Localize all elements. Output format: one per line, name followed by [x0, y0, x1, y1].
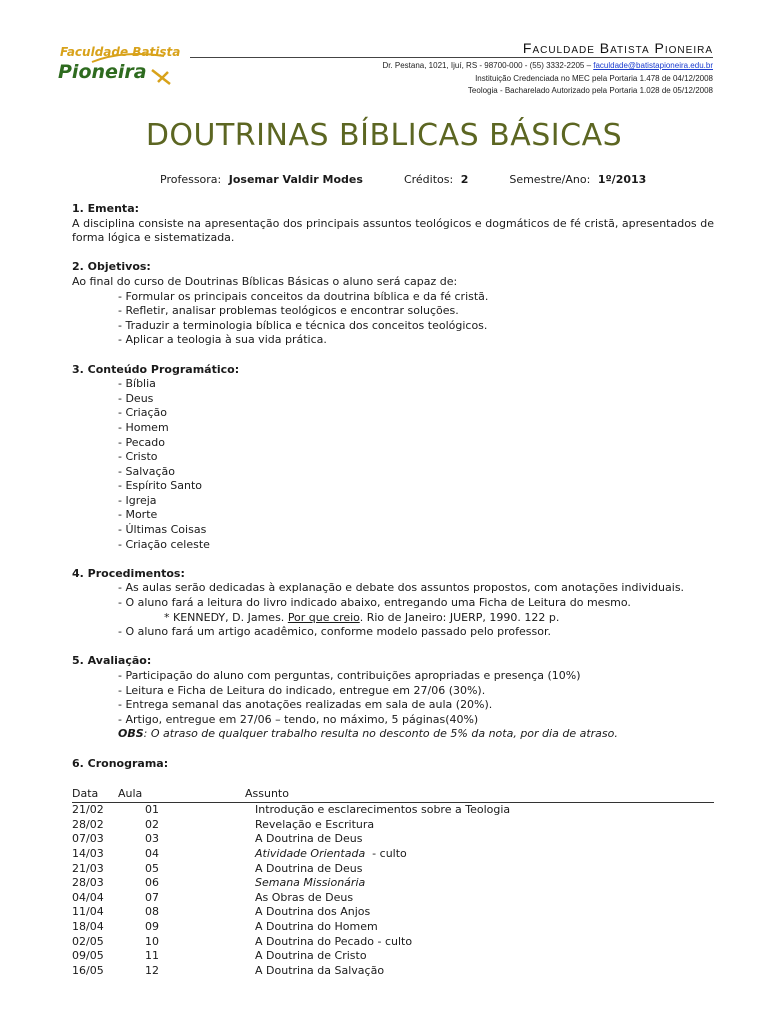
procedimento-item: - O aluno fará a leitura do livro indicado abaixo, entregando uma Ficha de Leitura do mesmo.	[118, 596, 631, 610]
logo-line1: Faculdade Batista	[60, 45, 181, 59]
row-assunto: Atividade Orientada - culto	[255, 846, 407, 860]
logo-line2: Pioneira	[58, 61, 147, 83]
row-assunto: As Obras de Deus	[255, 890, 354, 904]
row-date: 11/04	[72, 905, 104, 919]
conteudo-item: - Últimas Coisas	[118, 523, 207, 537]
table-row	[72, 949, 714, 964]
table-row	[72, 935, 714, 950]
conteudo-item: - Igreja	[118, 493, 157, 507]
row-assunto: A Doutrina da Salvação	[255, 963, 385, 977]
row-date: 21/03	[72, 861, 104, 875]
row-assunto: Introdução e esclarecimentos sobre a Teologia	[255, 803, 511, 817]
avaliacao-title: 5. Avaliação:	[72, 654, 152, 668]
row-aula: 06	[145, 876, 159, 890]
table-row	[72, 847, 714, 862]
conteudo-item: - Bíblia	[118, 377, 156, 391]
conteudo-item: - Criação celeste	[118, 537, 210, 551]
table-row	[72, 862, 714, 877]
row-assunto: A Doutrina do Homem	[255, 919, 378, 933]
row-aula: 03	[145, 832, 159, 846]
avaliacao-item: - Entrega semanal das anotações realizadas em sala de aula (20%).	[118, 698, 493, 712]
cronograma-title: 6. Cronograma:	[72, 756, 169, 770]
row-date: 18/04	[72, 919, 104, 933]
document-body	[72, 202, 714, 978]
header-divider	[190, 57, 713, 58]
avaliacao-item: - Artigo, entregue em 27/06 – tendo, no máximo, 5 páginas(40%)	[118, 712, 479, 726]
row-date: 16/05	[72, 963, 104, 977]
conteudo-item: - Espírito Santo	[118, 479, 203, 493]
reference-author: * KENNEDY, D. James.	[164, 610, 288, 624]
cronograma-table	[72, 787, 714, 978]
accreditation-line: Instituição Credenciada no MEC pela Portaria 1.478 de 04/12/2008	[475, 74, 713, 83]
row-aula: 05	[145, 861, 159, 875]
row-aula: 10	[145, 934, 159, 948]
procedimento-item: - O aluno fará um artigo acadêmico, conforme modelo passado pelo professor.	[118, 625, 551, 639]
professor-name: Josemar Valdir Modes	[228, 173, 363, 186]
avaliacao-item: - Leitura e Ficha de Leitura do indicado, entregue em 27/06 (30%).	[118, 683, 486, 697]
row-date: 09/05	[72, 949, 104, 963]
conteudo-item: - Cristo	[118, 450, 158, 464]
semester-label: Semestre/Ano:	[509, 173, 594, 186]
credits-value: 2	[460, 173, 469, 186]
conteudo-item: - Morte	[118, 508, 158, 522]
objetivo-item: - Formular os principais conceitos da doutrina bíblica e da fé cristã.	[118, 289, 489, 303]
objetivos-title: 2. Objetivos:	[72, 260, 151, 274]
table-row	[72, 905, 714, 920]
row-date: 21/02	[72, 803, 104, 817]
objetivo-item: - Refletir, analisar problemas teológicos e encontrar soluções.	[118, 304, 459, 318]
row-aula: 12	[145, 963, 159, 977]
row-aula: 07	[145, 890, 159, 904]
course-meta	[160, 173, 646, 186]
row-date: 28/02	[72, 817, 104, 831]
faculdade-logo	[52, 40, 182, 90]
reference-book-title: Por que creio	[287, 610, 360, 624]
address-text: Dr. Pestana, 1021, Ijuí, RS - 98700-000 - (55) 3332-2205 –	[382, 61, 594, 70]
conteudo-item: - Pecado	[118, 435, 165, 449]
professor-label: Professora:	[160, 173, 225, 186]
avaliacao-item: - Participação do aluno com perguntas, contribuições apropriadas e presença (10%)	[118, 669, 581, 682]
obs-text: : O atraso de qualquer trabalho resulta no desconto de 5% da nota, por dia de atraso.	[143, 727, 618, 741]
header-assunto: Assunto	[245, 787, 714, 803]
email-link[interactable]: faculdade@batistapioneira.edu.br	[593, 61, 713, 70]
institution-name: Faculdade Batista Pioneira	[522, 40, 713, 56]
procedimentos-title: 4. Procedimentos:	[72, 566, 185, 580]
row-aula: 04	[145, 846, 159, 860]
semester-value: 1º/2013	[597, 173, 647, 186]
objetivo-item: - Aplicar a teologia à sua vida prática.	[118, 333, 327, 347]
obs-label: OBS	[118, 727, 144, 741]
row-date: 07/03	[72, 832, 104, 846]
header-aula: Aula	[118, 787, 245, 803]
ementa-title: 1. Ementa:	[72, 202, 140, 215]
reference-publisher: . Rio de Janeiro: JUERP, 1990. 122 p.	[359, 610, 560, 624]
book-reference	[72, 611, 714, 626]
objetivos-intro: Ao final do curso de Doutrinas Bíblicas Básicas o aluno será capaz de:	[72, 274, 458, 288]
row-aula: 02	[145, 817, 159, 831]
procedimento-item: - As aulas serão dedicadas à explanação e debate dos assuntos propostos, com anotações individuais.	[118, 581, 685, 595]
document-title: DOUTRINAS BÍBLICAS BÁSICAS	[145, 118, 623, 153]
conteudo-item: - Deus	[118, 391, 154, 405]
row-assunto: Semana Missionária	[255, 876, 366, 890]
row-assunto: A Doutrina do Pecado - culto	[255, 934, 413, 948]
row-assunto: Revelação e Escritura	[255, 817, 375, 831]
row-aula: 09	[145, 919, 159, 933]
conteudo-item: - Criação	[118, 406, 167, 420]
row-assunto: A Doutrina de Deus	[255, 861, 363, 875]
table-row	[72, 891, 714, 906]
objetivo-item: - Traduzir a terminologia bíblica e técnica dos conceitos teológicos.	[118, 318, 488, 332]
conteudo-title: 3. Conteúdo Programático:	[72, 362, 240, 376]
row-aula: 01	[145, 803, 159, 817]
table-header-row	[72, 787, 714, 803]
table-row	[72, 832, 714, 847]
table-row	[72, 803, 714, 818]
row-date: 04/04	[72, 890, 104, 904]
conteudo-item: - Salvação	[118, 464, 176, 478]
address-line	[382, 61, 713, 70]
credits-label: Créditos:	[403, 173, 457, 186]
row-date: 02/05	[72, 934, 104, 948]
ementa-text: A disciplina consiste na apresentação dos principais assuntos teológicos e dogmáticos de fé cristã, apresentados de forma lógica e sistematizada.	[72, 216, 714, 245]
header-data: Data	[72, 787, 118, 803]
row-assunto: A Doutrina de Cristo	[255, 949, 367, 963]
table-row	[72, 964, 714, 979]
table-row	[72, 920, 714, 935]
row-date: 14/03	[72, 846, 104, 860]
row-date: 28/03	[72, 876, 104, 890]
row-aula: 11	[145, 949, 159, 963]
row-assunto: A Doutrina de Deus	[255, 832, 363, 846]
conteudo-item: - Homem	[118, 420, 169, 434]
table-row	[72, 818, 714, 833]
avaliacao-obs	[72, 727, 714, 742]
logo-graphic	[52, 40, 182, 90]
authorization-line: Teologia - Bacharelado Autorizado pela Portaria 1.028 de 05/12/2008	[467, 86, 713, 95]
row-aula: 08	[145, 905, 159, 919]
table-row	[72, 876, 714, 891]
row-assunto: A Doutrina dos Anjos	[255, 905, 371, 919]
